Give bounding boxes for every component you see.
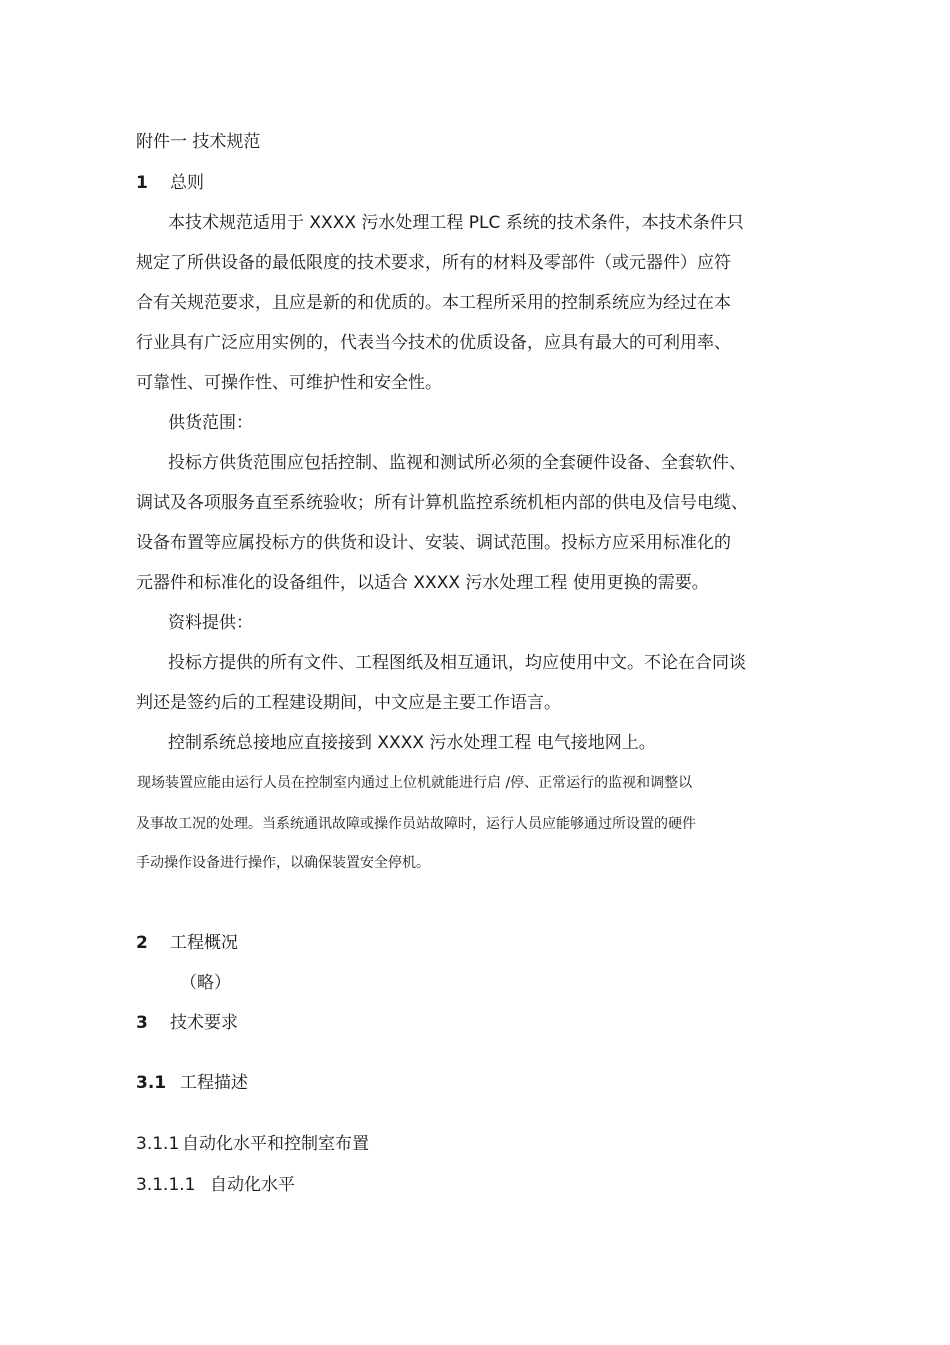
section-title: 技术要求	[170, 1013, 238, 1033]
paragraph-line: 行业具有广泛应用实例的，代表当今技术的优质设备，应具有最大的可利用率、	[136, 333, 731, 353]
section-number: 3.1	[136, 1073, 167, 1093]
section-2-note: （略）	[180, 973, 231, 993]
section-number: 3	[136, 1013, 148, 1033]
paragraph-line: 元器件和标准化的设备组件，以适合 XXXX 污水处理工程 使用更换的需要。	[136, 573, 709, 593]
section-number: 3.1.1	[136, 1134, 180, 1154]
section-1-heading	[136, 172, 204, 194]
paragraph-line: 合有关规范要求，且应是新的和优质的。本工程所采用的控制系统应为经过在本	[136, 293, 731, 313]
attachment-title: 附件一 技术规范	[136, 132, 261, 152]
paragraph-line: 投标方提供的所有文件、工程图纸及相互通讯，均应使用中文。不论在合同谈	[168, 653, 746, 673]
section-title: 工程描述	[180, 1073, 248, 1093]
paragraph-line: 调试及各项服务直至系统验收；所有计算机监控系统机柜内部的供电及信号电缆、	[136, 493, 748, 513]
section-number: 3.1.1.1	[136, 1175, 196, 1195]
paragraph-line: 投标方供货范围应包括控制、监视和测试所必须的全套硬件设备、全套软件、	[168, 453, 746, 473]
paragraph-line: 本技术规范适用于 XXXX 污水处理工程 PLC 系统的技术条件，本技术条件只	[168, 213, 744, 233]
section-2-heading	[136, 932, 238, 954]
paragraph-line: 现场装置应能由运行人员在控制室内通过上位机就能进行启 /停、正常运行的监视和调整以	[137, 775, 693, 791]
paragraph-line: 设备布置等应属投标方的供货和设计、安装、调试范围。投标方应采用标准化的	[136, 533, 731, 553]
section-title: 工程概况	[170, 933, 238, 953]
section-number: 2	[136, 933, 148, 953]
paragraph-line: 手动操作设备进行操作，以确保装置安全停机。	[136, 855, 430, 871]
section-3-heading	[136, 1012, 238, 1034]
paragraph-line: 规定了所供设备的最低限度的技术要求，所有的材料及零部件（或元器件）应符	[136, 253, 731, 273]
paragraph-line: 及事故工况的处理。当系统通讯故障或操作员站故障时，运行人员应能够通过所设置的硬件	[136, 816, 696, 832]
section-number: 1	[136, 173, 148, 193]
supply-scope-heading: 供货范围：	[168, 413, 253, 433]
section-title: 总则	[170, 173, 204, 193]
section-title: 自动化水平	[210, 1175, 295, 1195]
section-3-1-1-1-heading	[136, 1174, 295, 1196]
documentation-heading: 资料提供：	[168, 613, 253, 633]
section-3-1-heading	[136, 1072, 248, 1094]
section-3-1-1-heading	[136, 1133, 369, 1155]
paragraph-line: 控制系统总接地应直接接到 XXXX 污水处理工程 电气接地网上。	[168, 733, 656, 753]
paragraph-line: 可靠性、可操作性、可维护性和安全性。	[136, 373, 442, 393]
section-title: 自动化水平和控制室布置	[182, 1134, 369, 1154]
paragraph-line: 判还是签约后的工程建设期间，中文应是主要工作语言。	[136, 693, 561, 713]
